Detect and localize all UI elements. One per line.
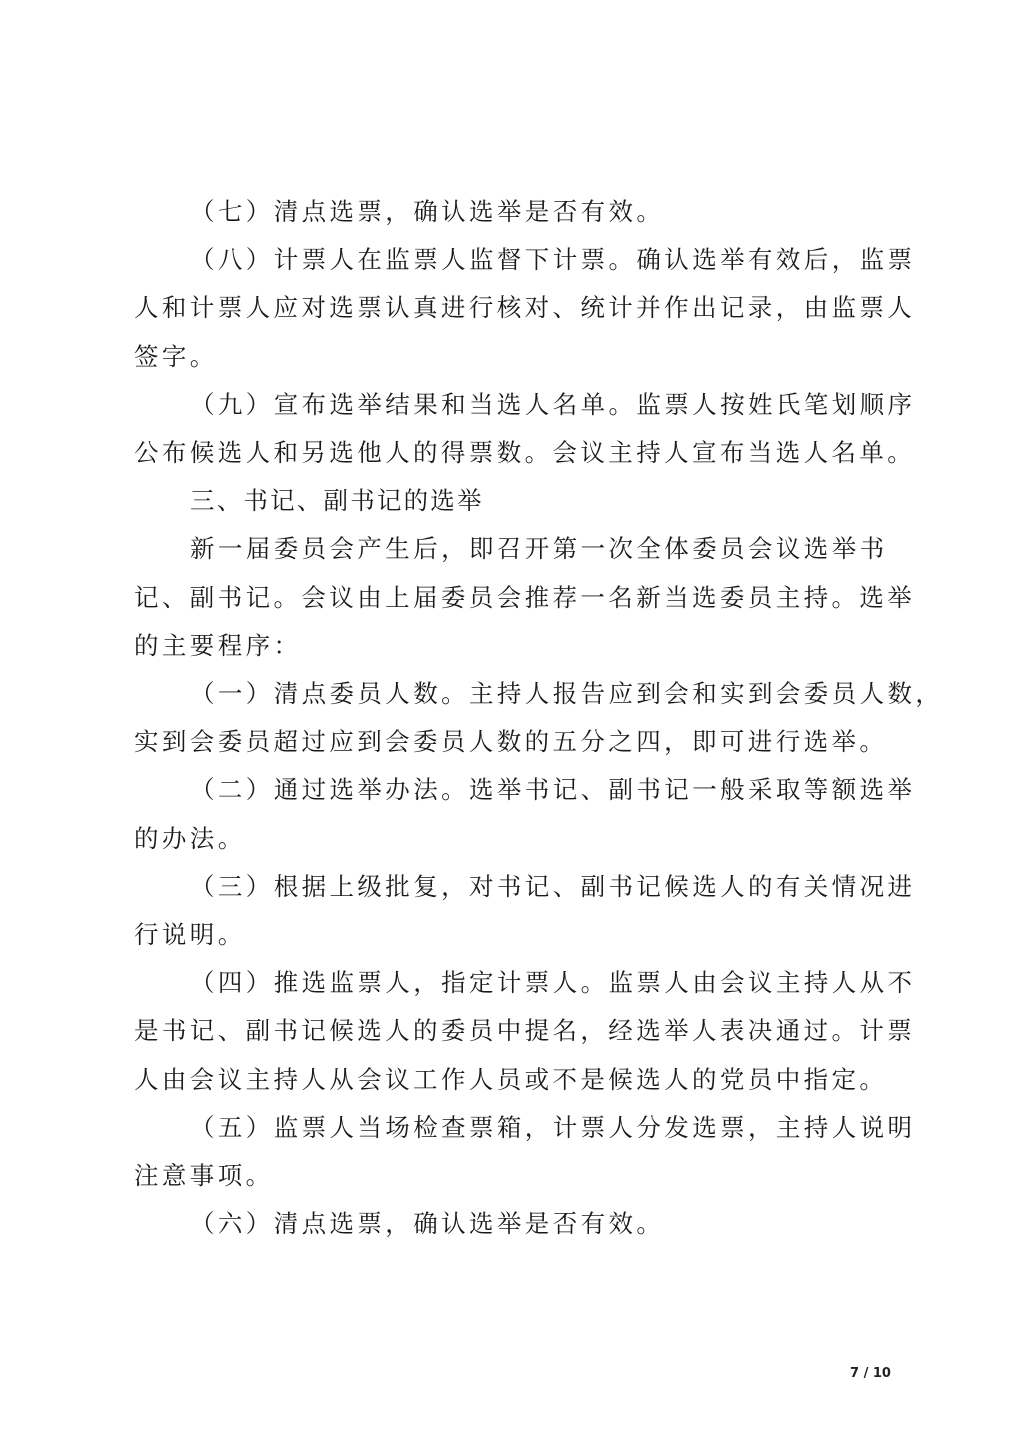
text-line: 的主要程序： xyxy=(134,630,302,660)
paragraph xyxy=(134,381,916,477)
text-line: 新一届委员会产生后，即召开第一次全体委员会议选举书 xyxy=(190,534,888,564)
text-line: （五）监票人当场检查票箱，计票人分发选票，主持人说明 xyxy=(190,1112,916,1142)
text-line: （八）计票人在监票人监督下计票。确认选举有效后，监票 xyxy=(190,245,916,275)
text-line: 的办法。 xyxy=(134,823,246,853)
text-line: 公布候选人和另选他人的得票数。会议主持人宣布当选人名单。 xyxy=(134,438,916,468)
text-line: 三、书记、副书记的选举 xyxy=(190,486,484,516)
paragraph xyxy=(134,670,944,766)
paragraph xyxy=(134,863,916,959)
text-line: 签字。 xyxy=(134,341,218,371)
text-line: 是书记、副书记候选人的委员中提名，经选举人表决通过。计票 xyxy=(134,1016,916,1046)
text-line: （二）通过选举办法。选举书记、副书记一般采取等额选举 xyxy=(190,775,916,805)
text-line: 人和计票人应对选票认真进行核对、统计并作出记录，由监票人 xyxy=(134,293,916,323)
text-line: （九）宣布选举结果和当选人名单。监票人按姓氏笔划顺序 xyxy=(190,389,916,419)
text-line: 注意事项。 xyxy=(134,1161,274,1191)
paragraph xyxy=(134,1200,890,1248)
paragraph xyxy=(134,188,890,236)
text-line: （六）清点选票，确认选举是否有效。 xyxy=(190,1209,665,1239)
paragraph xyxy=(134,236,916,381)
paragraph xyxy=(134,766,916,862)
text-line: （一）清点委员人数。主持人报告应到会和实到会委员人数， xyxy=(190,679,944,709)
text-line: 实到会委员超过应到会委员人数的五分之四，即可进行选举。 xyxy=(134,727,888,757)
text-line: 记、副书记。会议由上届委员会推荐一名新当选委员主持。选举 xyxy=(134,582,916,612)
section-heading xyxy=(134,477,890,525)
text-line: （七）清点选票，确认选举是否有效。 xyxy=(190,197,665,226)
page-number: 7 / 10 xyxy=(850,1366,891,1381)
paragraph xyxy=(134,1104,916,1200)
document-body xyxy=(134,188,944,1248)
text-line: 行说明。 xyxy=(134,920,246,950)
text-line: （三）根据上级批复，对书记、副书记候选人的有关情况进 xyxy=(190,871,916,901)
text-line: （四）推选监票人，指定计票人。监票人由会议主持人从不 xyxy=(190,968,916,998)
paragraph xyxy=(134,525,916,670)
text-line: 人由会议主持人从会议工作人员或不是候选人的党员中指定。 xyxy=(134,1064,888,1094)
paragraph xyxy=(134,959,916,1104)
